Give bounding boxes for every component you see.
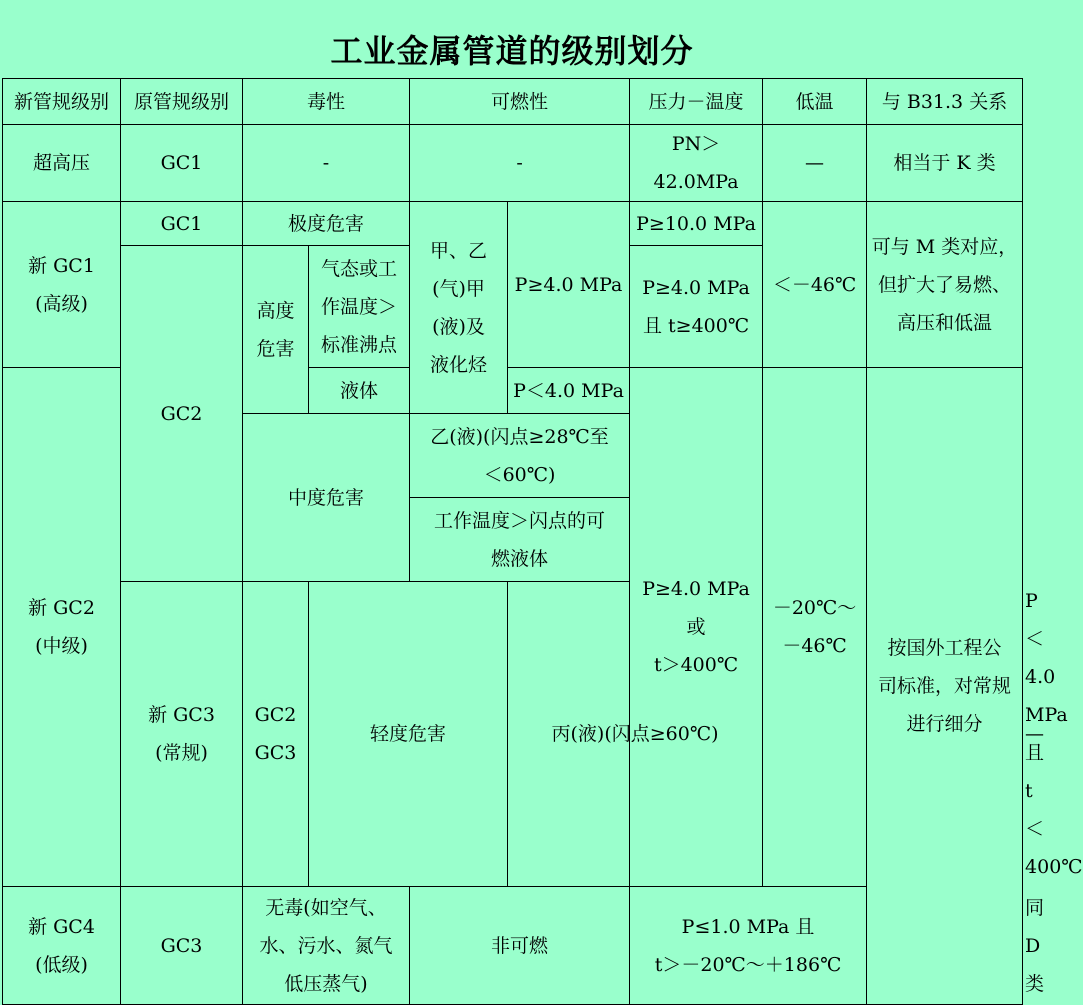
cell-flam-class-b bbox=[410, 414, 630, 498]
tox-none-line3: 低压蒸气) bbox=[284, 972, 368, 995]
new-gc2-line1: 新 GC2 bbox=[28, 597, 95, 619]
cell-tox-none bbox=[243, 887, 410, 1005]
cell-new-gc1 bbox=[3, 202, 121, 368]
b313-gc2-line3: 进行细分 bbox=[906, 713, 983, 735]
cell-flam-class-c bbox=[410, 498, 630, 582]
header-b313: 与 B31.3 关系 bbox=[867, 79, 1023, 125]
cell-press-gc1-b bbox=[630, 246, 763, 368]
flam-c-line2: 燃液体 bbox=[491, 547, 549, 570]
header-row bbox=[3, 79, 1023, 125]
flam-a-line2: (气)甲 bbox=[432, 277, 485, 300]
press-gc4-line2: t＞－20℃～＋186℃ bbox=[654, 953, 842, 976]
table-row: 新 GC3 (常规) GC2 GC3 轻度危害 丙(液)(闪点≥60℃) P＜4.0 MPa 且 t＜400℃ — bbox=[3, 582, 1023, 887]
header-pressure-temp: 压力－温度 bbox=[630, 79, 763, 125]
press-gc2-line3: t＞400℃ bbox=[653, 654, 739, 676]
cell-lowtemp-gc1: ＜－46℃ bbox=[763, 202, 867, 368]
press-gc1-b-line2: 且 t≥400℃ bbox=[642, 314, 750, 337]
b313-gc1-line1: 可与 M 类对应， bbox=[871, 235, 1018, 258]
classification-table bbox=[2, 78, 1083, 1005]
new-gc2-line2: (中级) bbox=[35, 635, 88, 657]
tox-high-line1: 高度 bbox=[256, 299, 295, 322]
cell-press-gc1-a: P≥10.0 MPa bbox=[630, 202, 763, 246]
cell-press-super: PN＞42.0MPa bbox=[630, 125, 763, 202]
flam-c-line1: 工作温度＞闪点的可 bbox=[434, 509, 606, 532]
cell-tox-super: - bbox=[243, 125, 410, 202]
flam-a-line1: 甲、乙 bbox=[430, 239, 488, 262]
cell-b313-gc2 bbox=[867, 368, 1023, 1005]
new-gc4-line2: (低级) bbox=[35, 953, 88, 976]
press-gc4-line1: P≤1.0 MPa 且 bbox=[681, 915, 815, 938]
cell-new-super: 超高压 bbox=[3, 125, 121, 202]
page-title: 工业金属管道的级别划分 bbox=[330, 32, 694, 70]
flam-a-line3: (液)及 bbox=[432, 315, 485, 338]
cell-flam-p-high: P≥4.0 MPa bbox=[508, 202, 630, 368]
cell-orig-gc4: GC3 bbox=[121, 887, 243, 1005]
gas-line3: 标准沸点 bbox=[321, 333, 398, 356]
cell-flam-class-d: 丙(液)(闪点≥60℃) bbox=[508, 582, 763, 887]
cell-gas-condition bbox=[309, 246, 410, 368]
header-new-level: 新管规级别 bbox=[3, 79, 121, 125]
tox-high-line2: 危害 bbox=[256, 337, 295, 360]
cell-lowtemp-gc2 bbox=[763, 368, 867, 887]
cell-flam-class-a bbox=[410, 202, 508, 414]
cell-new-gc2 bbox=[3, 368, 121, 887]
cell-orig-gc1: GC1 bbox=[121, 202, 243, 246]
b313-gc2-line2: 司标准，对常规 bbox=[878, 675, 1012, 697]
press-gc2-line2: 或 bbox=[686, 616, 706, 638]
orig-gc3-line1: GC2 bbox=[254, 704, 297, 726]
tox-none-line1: 无毒(如空气、 bbox=[265, 896, 387, 919]
b313-gc2-line1: 按国外工程公 bbox=[887, 637, 1002, 659]
table-row bbox=[3, 125, 1023, 202]
header-toxicity: 毒性 bbox=[243, 79, 410, 125]
flam-a-line4: 液化烃 bbox=[430, 353, 488, 376]
cell-orig-gc3 bbox=[243, 582, 309, 887]
new-gc3-line1: 新 GC3 bbox=[148, 704, 215, 726]
tox-none-line2: 水、污水、氮气 bbox=[259, 934, 393, 957]
cell-tox-extreme: 极度危害 bbox=[243, 202, 410, 246]
orig-gc3-line2: GC3 bbox=[254, 742, 297, 764]
press-gc1-b-line1: P≥4.0 MPa bbox=[642, 276, 750, 299]
cell-new-gc3 bbox=[121, 582, 243, 887]
b313-gc1-line2: 但扩大了易燃、 bbox=[878, 273, 1012, 296]
cell-orig-gc2: GC2 bbox=[121, 246, 243, 582]
cell-press-gc4 bbox=[630, 887, 867, 1005]
flam-b-line1: 乙(液)(闪点≥28℃至 bbox=[430, 425, 609, 448]
header-low-temp: 低温 bbox=[763, 79, 867, 125]
header-flammability: 可燃性 bbox=[410, 79, 630, 125]
new-gc3-line2: (常规) bbox=[155, 742, 208, 764]
gas-line2: 作温度＞ bbox=[321, 295, 398, 318]
gas-line1: 气态或工 bbox=[321, 257, 398, 280]
new-gc1-line1: 新 GC1 bbox=[28, 254, 95, 277]
b313-gc1-line3: 高压和低温 bbox=[897, 311, 993, 334]
cell-flam-p-low: P＜4.0 MPa bbox=[508, 368, 630, 414]
cell-new-gc4 bbox=[3, 887, 121, 1005]
cell-b313-gc1 bbox=[867, 202, 1023, 368]
table-row: 新 GC4 (低级) GC3 无毒(如空气、 水、污水、氮气 低压蒸气) 非可燃 P≤1.0 MPa 且 t＞－20℃～＋186℃ 同 D 类 bbox=[3, 887, 1023, 1005]
cell-tox-medium: 中度危害 bbox=[243, 414, 410, 582]
cell-lowtemp-super: — bbox=[763, 125, 867, 202]
cell-tox-high bbox=[243, 246, 309, 414]
cell-flam-super: - bbox=[410, 125, 630, 202]
cell-flam-none: 非可燃 bbox=[410, 887, 630, 1005]
cell-liquid: 液体 bbox=[309, 368, 410, 414]
table-row bbox=[3, 202, 1023, 246]
lowtemp-gc2-line1: －20℃～ bbox=[772, 597, 857, 619]
lowtemp-gc2-line2: －46℃ bbox=[782, 635, 847, 657]
cell-tox-light: 轻度危害 bbox=[309, 582, 508, 887]
new-gc4-line1: 新 GC4 bbox=[28, 915, 95, 938]
flam-b-line2: ＜60℃) bbox=[483, 463, 556, 486]
cell-orig-super: GC1 bbox=[121, 125, 243, 202]
press-gc2-line1: P≥4.0 MPa bbox=[642, 578, 750, 600]
cell-b313-super: 相当于 K 类 bbox=[867, 125, 1023, 202]
new-gc1-line2: (高级) bbox=[35, 292, 88, 315]
header-orig-level: 原管规级别 bbox=[121, 79, 243, 125]
